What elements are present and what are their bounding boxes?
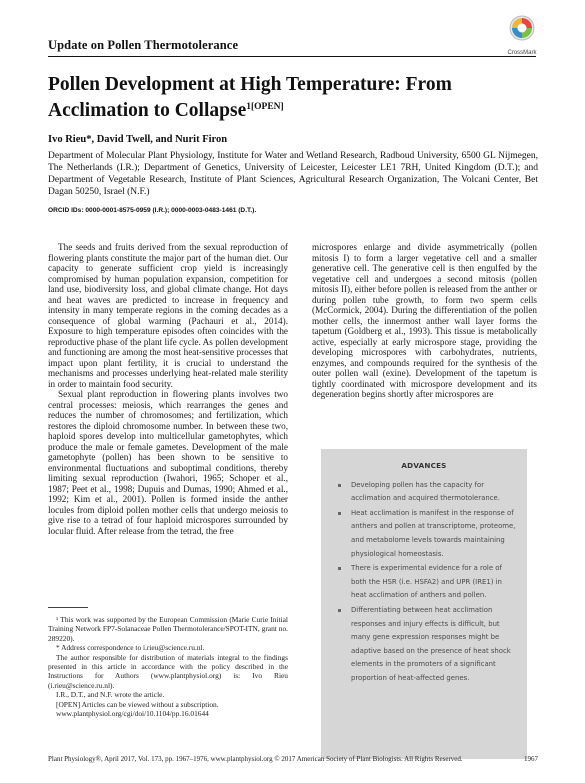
affiliations: Department of Molecular Plant Physiology, Institute for Water and Wetland Research, Radboud University, 6500 GL Nijmegen, The Netherlands (I.R.); Department of Genetics, University of Leicester, Leicester LE1 7RH, United Kingdom (D.T.); and Department of Vegetable Research, Institute of Plant Sciences, Agricultural Research Organization, The Volcani Center, Bet Dagan 50250, Israel (N.F.) — [48, 151, 538, 197]
footnote-funding: ¹ This work was supported by the European Commission (Marie Curie Initial Training Network FP7-Solanaceae Pollen Thermotolerance/SPOT-ITN, grant no. 289220). — [48, 615, 288, 643]
crossmark-label: CrossMark — [507, 50, 537, 56]
crossmark-icon — [507, 14, 537, 46]
footer-citation: Plant Physiology®, April 2017, Vol. 173, pp. 1967–1976, www.plantphysiol.org © 2017 American Society of Plant Biologists. All Rights Reserved. — [48, 755, 463, 763]
header-rule — [48, 56, 536, 57]
footnote-rule — [48, 607, 88, 608]
advances-title: ADVANCES — [401, 461, 447, 470]
footnote-contributions: I.R., D.T., and N.F. wrote the article. — [56, 690, 165, 700]
footnote-responsible-author: The author responsible for distribution of materials integral to the findings presented in this article in accordance with the policy described in the Instructions for Authors (www.plantphysiol.org) is: Ivo Rieu (i.rieu@science.ru.nl). — [48, 652, 288, 690]
doi-link[interactable]: www.plantphysiol.org/cgi/doi/10.1104/pp.16.01644 — [56, 709, 209, 719]
advances-item: There is experimental evidence for a role of both the HSR (i.e. HSFA2) and UPR (IRE1) in heat acclimation of anthers and pollen. — [329, 562, 517, 603]
advances-item: Differentiating between heat acclimation responses and injury effects is difficult, but many gene expression responses might be adaptive based on the presence of heat shock elements in the promoters of a significant proportion of heat-affected genes. — [329, 604, 517, 686]
advances-item: Developing pollen has the capacity for acclimation and acquired thermotolerance. — [329, 479, 517, 506]
author-list: Ivo Rieu*, David Twell, and Nurit Firon — [48, 134, 228, 145]
footnote-open-access: [OPEN] Articles can be viewed without a subscription. — [56, 699, 219, 709]
orcid-ids[interactable]: ORCID IDs: 0000-0001-8575-0959 (I.R.); 0000-0003-0483-1461 (D.T.). — [48, 207, 257, 214]
section-heading: Update on Pollen Thermotolerance — [48, 38, 239, 52]
body-column-left — [48, 242, 288, 536]
footnote-correspondence[interactable]: * Address correspondence to i.rieu@science.ru.nl. — [56, 643, 205, 653]
advances-item: Heat acclimation is manifest in the response of anthers and pollen at transcriptome, proteome, and metabolome levels towards maintaining physiological homeostasis. — [329, 507, 517, 561]
advances-list — [321, 479, 527, 686]
title-superscript[interactable]: 1[OPEN] — [246, 102, 284, 112]
title-line-2: Acclimation to Collapse — [48, 100, 247, 121]
title-line-1: Pollen Development at High Temperature: From — [48, 74, 452, 95]
article-title — [48, 74, 548, 122]
paragraph: microspores enlarge and divide asymmetrically (pollen mitosis I) to form a larger vegetative cell and a smaller generative cell. The generative cell is then engulfed by the vegetative cell and undergoes a second mitosis (pollen mitosis II), either before pollen is released from the anther or during pollen tube growth, to form two sperm cells (McCormick, 2004). During the differentiation of the pollen mother cells, the innermost anther wall layer forms the tapetum (Goldberg et al., 1993). This tissue is metabolically active, especially at early microspore stage, providing the developing microspores with carbohydrates, nutrients, enzymes, and compounds required for the synthesis of the outer pollen wall (exine). Development of the tapetum is tightly coordinated with microspore development and its degeneration begins shortly after microspores are — [312, 242, 537, 399]
body-column-right — [312, 242, 537, 400]
paragraph: The seeds and fruits derived from the sexual reproduction of flowering plants constitute the major part of the human diet. Our capacity to generate sufficient crop yield is increasingly compromised by human population expansion, competition for land use, biodiversity loss, and global climate change. Hot days and heat waves are predicted to increase in frequency and intensity in many temperate regions in the coming decades as a consequence of global warming (Pachauri et al., 2014). Exposure to high temperature episodes often coincides with the reproductive phase of the plant life cycle. As pollen development and functioning are among the most heat-sensitive processes that impact upon plant fertility, it is crucial to understand the mechanisms and processes underlying heat-related male sterility in order to maintain food security. — [48, 242, 288, 389]
page-number: 1967 — [524, 755, 538, 763]
footnotes — [48, 615, 288, 718]
advances-box — [321, 449, 527, 759]
crossmark-logo[interactable] — [507, 14, 537, 54]
paragraph: Sexual plant reproduction in flowering plants involves two central processes: meiosis, which rearranges the genes and reduces the number of chromosomes; and fertilization, which restores the diploid chromosome number. In between these two, haploid spores develop into multicellular gametophytes, which produce the male or female gametes. Development of the male gametophyte (pollen) has been shown to be sensitive to environmental fluctuations and suboptimal conditions, thereby limiting sexual reproduction (Iwahori, 1965; Schoper et al., 1987; Peet et al., 1998; Dupuis and Dumas, 1990; Ahmed et al., 1992; Kim et al., 2001). Pollen is formed inside the anther locules from diploid pollen mother cells that undergo meiosis to give rise to a tetrad of four haploid microspores surrounded by locular fluid. After release from the tetrad, the free — [48, 389, 288, 536]
page-footer — [48, 755, 538, 763]
